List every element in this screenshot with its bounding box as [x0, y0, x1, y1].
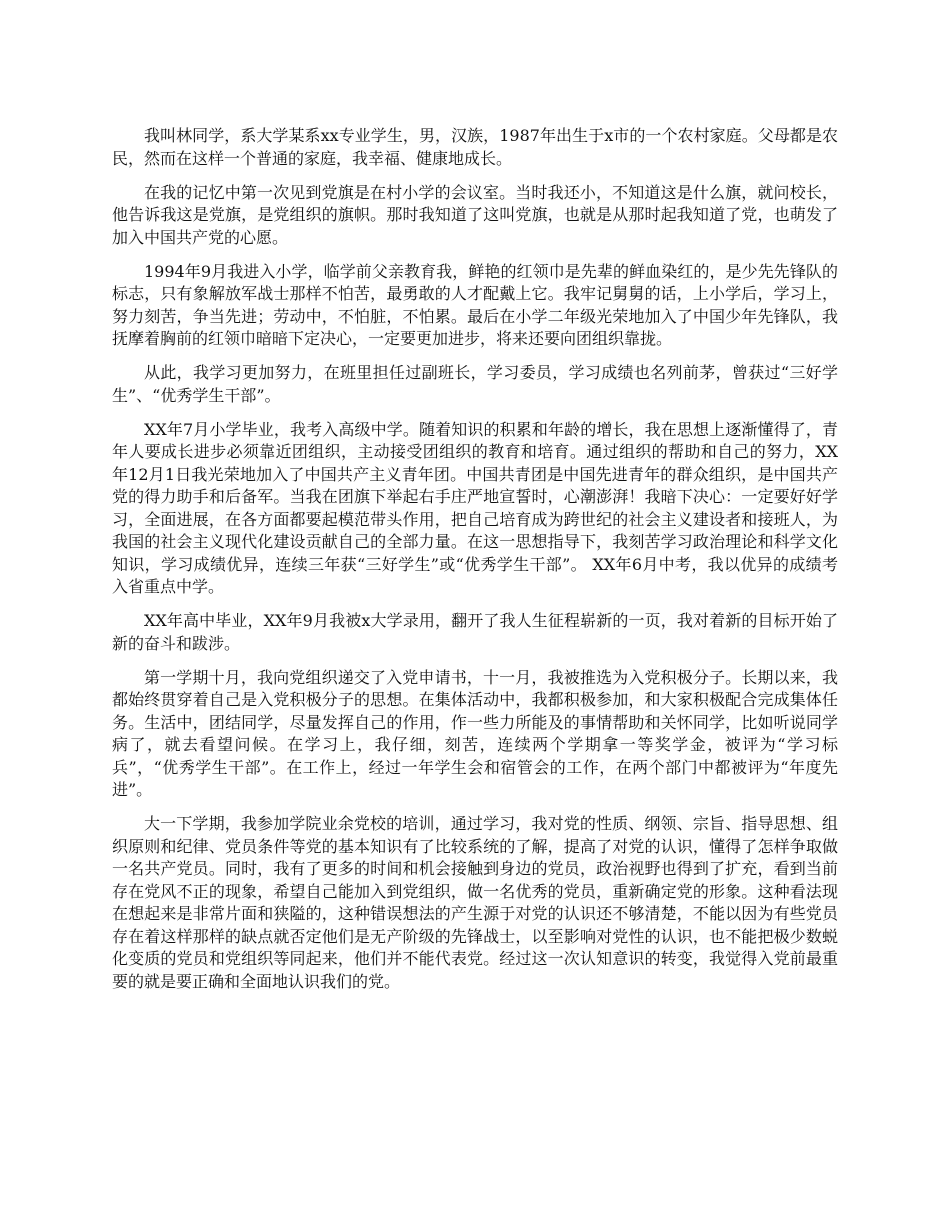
paragraph-6: XX年高中毕业，XX年9月我被x大学录用，翻开了我人生征程崭新的一页，我对着新的目标开始了新的奋斗和跋涉。: [112, 611, 838, 653]
paragraph-7: 第一学期十月，我向党组织递交了入党申请书，十一月，我被推选为入党积极分子。长期以来，我都始终贯穿着自己是入党积极分子的思想。在集体活动中，我都积极参加，和大家积极配合完成集体任务。生活中，团结同学，尽量发挥自己的作用，作一些力所能及的事情帮助和关怀同学，比如听说同学病了，就去看望问候。在学习上，我仔细，刻苦，连续两个学期拿一等奖学金，被评为“学习标兵”，“优秀学生干部”。在工作上，经过一年学生会和宿管会的工作，在两个部门中都被评为“年度先进”。: [112, 667, 838, 799]
paragraph-3: 1994年9月我进入小学，临学前父亲教育我，鲜艳的红领巾是先辈的鲜血染红的，是少先先锋队的标志，只有象解放军战士那样不怕苦，最勇敢的人才配戴上它。我牢记舅舅的话，上小学后，学习上，努力刻苦，争当先进；劳动中，不怕脏，不怕累。最后在小学二年级光荣地加入了中国少年先锋队，我抚摩着胸前的红领巾暗暗下定决心，一定要更加进步，将来还要向团组织靠拢。: [112, 261, 838, 348]
paragraph-5: XX年7月小学毕业，我考入高级中学。随着知识的积累和年龄的增长，我在思想上逐渐懂得了，青年人要成长进步必须靠近团组织，主动接受团组织的教育和培育。通过组织的帮助和自己的努力，XX年12月1日我光荣地加入了中国共产主义青年团。中国共青团是中国先进青年的群众组织，是中国共产党的得力助手和后备军。当我在团旗下举起右手庄严地宣誓时，心潮澎湃！我暗下决心：一定要好好学习，全面进展，在各方面都要起模范带头作用，把自己培育成为跨世纪的社会主义建设者和接班人，为我国的社会主义现代化建设贡献自己的全部力量。在这一思想指导下，我刻苦学习政治理论和科学文化知识，学习成绩优异，连续三年获“三好学生”或“优秀学生干部”。 XX年6月中考，我以优异的成绩考入省重点中学。: [112, 419, 838, 596]
document-body: [112, 125, 838, 1005]
paragraph-1: 我叫林同学，系大学某系xx专业学生，男，汉族，1987年出生于x市的一个农村家庭。父母都是农民，然而在这样一个普通的家庭，我幸福、健康地成长。: [112, 126, 838, 168]
paragraph-8: 大一下学期，我参加学院业余党校的培训，通过学习，我对党的性质、纲领、宗旨、指导思想、组织原则和纪律、党员条件等党的基本知识有了比较系统的了解，提高了对党的认识，懂得了怎样争取做一名共产党员。同时，我有了更多的时间和机会接触到身边的党员，政治视野也得到了扩充，看到当前存在党风不正的现象，希望自己能加入到党组织，做一名优秀的党员，重新确定党的形象。这种看法现在想起来是非常片面和狭隘的，这种错误想法的产生源于对党的认识还不够清楚，不能以因为有些党员存在着这样那样的缺点就否定他们是无产阶级的先锋战士，以至影响对党性的认识，也不能把极少数蜕化变质的党员和党组织等同起来，他们并不能代表党。经过这一次认知意识的转变，我觉得入党前最重要的就是要正确和全面地认识我们的党。: [112, 814, 838, 991]
paragraph-4: 从此，我学习更加努力，在班里担任过副班长，学习委员，学习成绩也名列前茅，曾获过“三好学生”、“优秀学生干部”。: [112, 363, 838, 405]
paragraph-2: 在我的记忆中第一次见到党旗是在村小学的会议室。当时我还小，不知道这是什么旗，就问校长，他告诉我这是党旗，是党组织的旗帜。那时我知道了这叫党旗，也就是从那时起我知道了党，也萌发了加入中国共产党的心愿。: [112, 182, 838, 247]
